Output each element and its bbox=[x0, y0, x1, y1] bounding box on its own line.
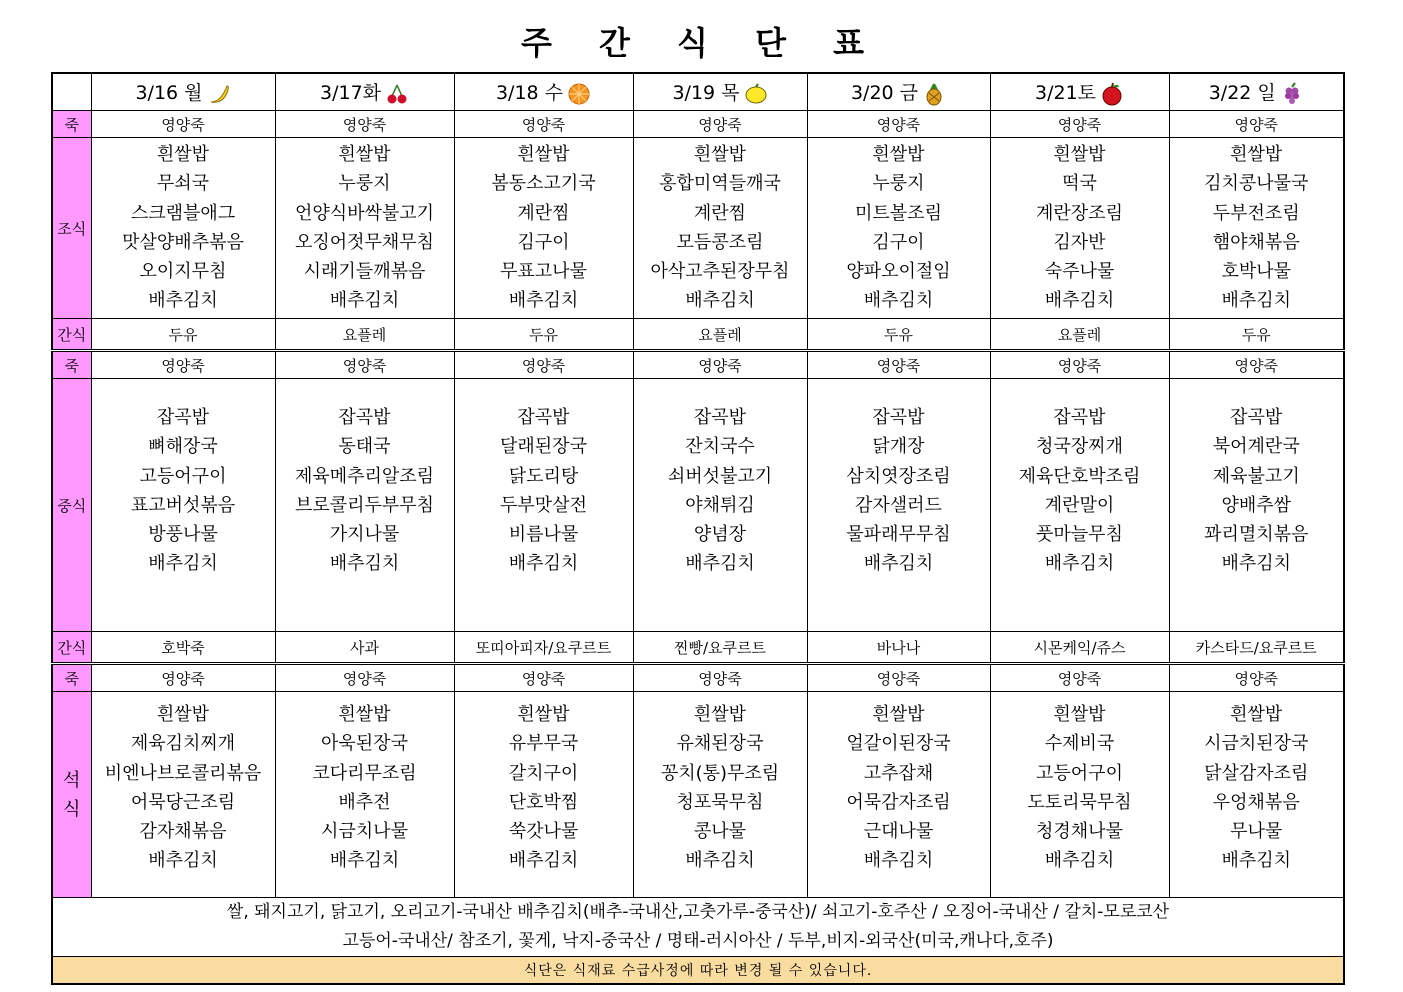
noon-juk-row-cell: 영양죽 bbox=[1169, 351, 1344, 379]
dinner-row-cell bbox=[275, 692, 454, 898]
menu-item: 흰쌀밥 bbox=[1053, 704, 1106, 725]
menu-item: 흰쌀밥 bbox=[872, 144, 925, 165]
menu-item: 콩나물 bbox=[693, 821, 747, 843]
menu-item: 동태국 bbox=[338, 436, 391, 458]
afternoon-snack-row bbox=[52, 632, 1344, 664]
corner-cell bbox=[52, 73, 91, 111]
menu-item: 흰쌀밥 bbox=[1053, 144, 1106, 165]
menu-item: 잡곡밥 bbox=[338, 407, 391, 428]
menu-item: 잡곡밥 bbox=[693, 407, 747, 428]
dinner-row-cell bbox=[91, 692, 275, 898]
menu-item: 닭도리탕 bbox=[508, 465, 579, 487]
menu-item: 누룽지 bbox=[872, 173, 925, 195]
menu-item: 쇠버섯불고기 bbox=[667, 465, 773, 487]
menu-item: 배추김치 bbox=[329, 553, 400, 575]
evening-juk-row-cell: 영양죽 bbox=[633, 664, 807, 692]
morning-snack-row-cell: 요플레 bbox=[990, 319, 1169, 351]
day-date: 3/19 목 bbox=[672, 82, 740, 105]
menu-item: 흰쌀밥 bbox=[517, 144, 570, 165]
morning-snack-row-cell: 두유 bbox=[454, 319, 633, 351]
origin-row bbox=[52, 898, 1344, 957]
menu-item: 잡곡밥 bbox=[1230, 407, 1283, 428]
menu-item: 배추김치 bbox=[863, 290, 934, 312]
menu-item: 배추김치 bbox=[148, 553, 218, 575]
afternoon-snack-row-cell: 시몬케익/쥬스 bbox=[990, 632, 1169, 664]
breakfast-row-cell bbox=[275, 138, 454, 319]
menu-item: 흰쌀밥 bbox=[338, 704, 391, 725]
morning-snack-row-label: 간식 bbox=[52, 319, 91, 351]
origin-info bbox=[52, 898, 1344, 957]
menu-item: 흰쌀밥 bbox=[338, 144, 391, 165]
menu-item: 맛살양배추볶음 bbox=[122, 231, 244, 253]
breakfast-row bbox=[52, 138, 1344, 319]
evening-juk-row-cell: 영양죽 bbox=[1169, 664, 1344, 692]
menu-item: 물파래무무침 bbox=[846, 524, 951, 546]
evening-juk-row-label: 죽 bbox=[52, 664, 91, 692]
menu-item: 야채튀김 bbox=[685, 494, 755, 516]
noon-juk-row-cell: 영양죽 bbox=[633, 351, 807, 379]
menu-item: 제육불고기 bbox=[1212, 465, 1300, 487]
menu-item: 배추김치 bbox=[508, 553, 579, 575]
menu-item: 꽈리멸치볶음 bbox=[1204, 524, 1309, 546]
menu-item: 흰쌀밥 bbox=[693, 144, 747, 165]
grape-icon bbox=[1280, 82, 1304, 106]
menu-item: 김구이 bbox=[517, 231, 570, 253]
menu-item: 잡곡밥 bbox=[872, 407, 925, 428]
menu-item: 잔치국수 bbox=[685, 436, 755, 458]
menu-item: 무표고나물 bbox=[500, 261, 587, 283]
noon-juk-row-cell: 영양죽 bbox=[275, 351, 454, 379]
menu-item: 김치콩나물국 bbox=[1204, 173, 1309, 195]
menu-item: 배추김치 bbox=[1044, 850, 1115, 872]
dinner-row-cell bbox=[1169, 692, 1344, 898]
menu-item: 두부맛살전 bbox=[500, 494, 587, 516]
menu-item: 미트볼조림 bbox=[855, 202, 942, 224]
menu-item: 오이지무침 bbox=[139, 261, 227, 283]
menu-item: 시금치나물 bbox=[321, 821, 408, 843]
dinner-label-1: 석 bbox=[63, 769, 81, 791]
menu-item: 햄야채볶음 bbox=[1212, 231, 1300, 253]
dinner-row-cell bbox=[454, 692, 633, 898]
day-date: 3/21토 bbox=[1034, 82, 1097, 105]
noon-juk-row-label: 죽 bbox=[52, 351, 91, 379]
noon-juk-row bbox=[52, 351, 1344, 379]
apple-icon bbox=[1100, 82, 1124, 106]
day-header bbox=[807, 73, 990, 111]
notice-row bbox=[52, 957, 1344, 985]
menu-item: 배추김치 bbox=[863, 850, 934, 872]
lemon-icon bbox=[744, 82, 768, 106]
lunch-row-cell bbox=[990, 379, 1169, 632]
menu-item: 감자샐러드 bbox=[855, 494, 942, 516]
morning-juk-row-cell: 영양죽 bbox=[91, 111, 275, 138]
menu-item: 북어계란국 bbox=[1212, 436, 1300, 458]
menu-item: 홍합미역들깨국 bbox=[659, 173, 781, 195]
noon-juk-row-cell: 영양죽 bbox=[454, 351, 633, 379]
origin-line-1: 쌀, 돼지고기, 닭고기, 오리고기-국내산 배추김치(배추-국내산,고춧가루-중국산)/ 쇠고기-호주산 / 오징어-국내산 / 갈치-모로코산 bbox=[226, 902, 1170, 922]
lunch-row-cell bbox=[807, 379, 990, 632]
afternoon-snack-row-cell: 사과 bbox=[275, 632, 454, 664]
noon-juk-row-cell: 영양죽 bbox=[807, 351, 990, 379]
menu-item: 양배추쌈 bbox=[1221, 494, 1292, 516]
morning-snack-row-cell: 두유 bbox=[1169, 319, 1344, 351]
menu-item: 잡곡밥 bbox=[156, 407, 210, 428]
morning-snack-row bbox=[52, 319, 1344, 351]
menu-item: 닭개장 bbox=[872, 436, 925, 458]
menu-item: 흰쌀밥 bbox=[1230, 144, 1283, 165]
orange-icon bbox=[567, 82, 591, 106]
menu-item: 고추잡채 bbox=[863, 762, 934, 784]
menu-item: 아욱된장국 bbox=[321, 733, 408, 755]
menu-item: 무쇠국 bbox=[156, 173, 210, 195]
morning-snack-row-cell: 두유 bbox=[91, 319, 275, 351]
morning-juk-row-cell: 영양죽 bbox=[275, 111, 454, 138]
menu-item: 가지나물 bbox=[329, 524, 400, 546]
afternoon-snack-row-cell: 찐빵/요쿠르트 bbox=[633, 632, 807, 664]
day-header bbox=[1169, 73, 1344, 111]
menu-item: 수제비국 bbox=[1044, 733, 1115, 755]
breakfast-row-cell bbox=[633, 138, 807, 319]
menu-item: 비름나물 bbox=[508, 524, 579, 546]
morning-juk-row-cell: 영양죽 bbox=[633, 111, 807, 138]
cherry-icon bbox=[385, 82, 409, 106]
morning-snack-row-cell: 요플레 bbox=[633, 319, 807, 351]
day-date: 3/20 금 bbox=[850, 82, 919, 105]
menu-item: 배추김치 bbox=[863, 553, 934, 575]
lunch-row-cell bbox=[633, 379, 807, 632]
menu-item: 배추김치 bbox=[685, 850, 755, 872]
day-header bbox=[275, 73, 454, 111]
day-date: 3/18 수 bbox=[495, 82, 564, 105]
menu-item: 흰쌀밥 bbox=[693, 704, 747, 725]
menu-item: 계란찜 bbox=[517, 202, 570, 224]
menu-item: 유채된장국 bbox=[676, 733, 764, 755]
menu-item: 청포묵무침 bbox=[676, 791, 764, 813]
noon-juk-row-cell: 영양죽 bbox=[990, 351, 1169, 379]
menu-item: 얼갈이된장국 bbox=[846, 733, 951, 755]
morning-snack-row-cell: 두유 bbox=[807, 319, 990, 351]
evening-juk-row bbox=[52, 664, 1344, 692]
morning-juk-row-cell: 영양죽 bbox=[454, 111, 633, 138]
menu-item: 흰쌀밥 bbox=[517, 704, 570, 725]
menu-item: 시금치된장국 bbox=[1204, 733, 1309, 755]
menu-item: 청경채나물 bbox=[1036, 821, 1123, 843]
evening-juk-row-cell: 영양죽 bbox=[807, 664, 990, 692]
menu-item: 제육메추리알조림 bbox=[294, 465, 435, 487]
menu-item: 양파오이절임 bbox=[846, 261, 951, 283]
menu-item: 어묵감자조림 bbox=[846, 791, 951, 813]
menu-item: 호박나물 bbox=[1221, 261, 1292, 283]
menu-item: 두부전조림 bbox=[1212, 202, 1300, 224]
dinner-row-cell bbox=[633, 692, 807, 898]
day-header bbox=[91, 73, 275, 111]
banana-icon bbox=[207, 82, 231, 106]
menu-item: 배추김치 bbox=[1221, 553, 1292, 575]
afternoon-snack-row-cell: 바나나 bbox=[807, 632, 990, 664]
day-date: 3/17화 bbox=[319, 82, 382, 105]
menu-item: 아삭고추된장무침 bbox=[650, 261, 790, 283]
menu-item: 배추김치 bbox=[329, 290, 400, 312]
menu-item: 숙주나물 bbox=[1044, 261, 1115, 283]
lunch-row bbox=[52, 379, 1344, 632]
menu-item: 흰쌀밥 bbox=[1230, 704, 1283, 725]
menu-item: 유부무국 bbox=[508, 733, 579, 755]
menu-item: 오징어젓무채무침 bbox=[294, 231, 435, 253]
menu-item: 배추김치 bbox=[1044, 553, 1115, 575]
menu-item: 단호박찜 bbox=[508, 791, 579, 813]
menu-item: 제육단호박조림 bbox=[1018, 465, 1141, 487]
menu-item: 배추김치 bbox=[1221, 290, 1292, 312]
menu-item: 배추김치 bbox=[1221, 850, 1292, 872]
menu-item: 근대나물 bbox=[863, 821, 934, 843]
menu-item: 코다리무조림 bbox=[312, 762, 417, 784]
menu-item: 배추김치 bbox=[1044, 290, 1115, 312]
evening-juk-row-cell: 영양죽 bbox=[275, 664, 454, 692]
dinner-label-2: 식 bbox=[63, 798, 81, 820]
day-header bbox=[454, 73, 633, 111]
menu-item: 누룽지 bbox=[338, 173, 391, 195]
menu-item: 꽁치(통)무조림 bbox=[660, 762, 780, 784]
menu-item: 스크램블애그 bbox=[130, 202, 236, 224]
dinner-row bbox=[52, 692, 1344, 898]
menu-item: 배추김치 bbox=[329, 850, 400, 872]
menu-item: 청국장찌개 bbox=[1036, 436, 1123, 458]
dinner-row-cell bbox=[807, 692, 990, 898]
menu-item: 흰쌀밥 bbox=[156, 144, 210, 165]
menu-item: 표고버섯볶음 bbox=[130, 494, 236, 516]
menu-item: 비엔나브로콜리볶음 bbox=[104, 762, 262, 784]
menu-item: 쑥갓나물 bbox=[508, 821, 579, 843]
menu-item: 풋마늘무침 bbox=[1036, 524, 1123, 546]
menu-item: 배추김치 bbox=[508, 850, 579, 872]
menu-item: 갈치구이 bbox=[508, 762, 579, 784]
menu-item: 우엉채볶음 bbox=[1212, 791, 1300, 813]
day-header bbox=[633, 73, 807, 111]
afternoon-snack-row-label: 간식 bbox=[52, 632, 91, 664]
lunch-row-cell bbox=[91, 379, 275, 632]
morning-snack-row-cell: 요플레 bbox=[275, 319, 454, 351]
menu-item: 계란말이 bbox=[1044, 494, 1115, 516]
menu-item: 삼치엿장조림 bbox=[846, 465, 951, 487]
menu-item: 시래기들깨볶음 bbox=[303, 261, 426, 283]
menu-item: 양념장 bbox=[693, 524, 747, 546]
menu-item: 배추김치 bbox=[685, 290, 755, 312]
menu-item: 배추김치 bbox=[685, 553, 755, 575]
menu-item: 뼈해장국 bbox=[148, 436, 218, 458]
morning-juk-row bbox=[52, 111, 1344, 138]
lunch-label: 중식 bbox=[52, 379, 91, 632]
menu-item: 김구이 bbox=[872, 231, 925, 253]
menu-item: 계란장조림 bbox=[1036, 202, 1123, 224]
pineapple-icon bbox=[922, 82, 946, 106]
menu-item: 흰쌀밥 bbox=[156, 704, 210, 725]
breakfast-label: 조식 bbox=[52, 138, 91, 319]
menu-item: 김자반 bbox=[1053, 231, 1106, 253]
afternoon-snack-row-cell: 또띠아피자/요쿠르트 bbox=[454, 632, 633, 664]
lunch-row-cell bbox=[1169, 379, 1344, 632]
menu-item: 어묵당근조림 bbox=[130, 791, 236, 813]
day-date: 3/16 월 bbox=[135, 82, 203, 105]
menu-item: 방풍나물 bbox=[148, 524, 218, 546]
menu-item: 언양식바싹불고기 bbox=[294, 202, 435, 224]
breakfast-row-cell bbox=[454, 138, 633, 319]
menu-item: 잡곡밥 bbox=[517, 407, 570, 428]
morning-juk-row-cell: 영양죽 bbox=[807, 111, 990, 138]
morning-juk-row-cell: 영양죽 bbox=[990, 111, 1169, 138]
menu-item: 달래된장국 bbox=[500, 436, 587, 458]
menu-item: 봄동소고기국 bbox=[491, 173, 596, 195]
menu-item: 잡곡밥 bbox=[1053, 407, 1106, 428]
menu-item: 무나물 bbox=[1230, 821, 1283, 843]
notice-text: 식단은 식재료 수급사정에 따라 변경 될 수 있습니다. bbox=[52, 957, 1344, 985]
day-header bbox=[990, 73, 1169, 111]
day-date: 3/22 일 bbox=[1208, 82, 1276, 105]
evening-juk-row-cell: 영양죽 bbox=[91, 664, 275, 692]
menu-item: 배추김치 bbox=[148, 850, 218, 872]
morning-juk-row-cell: 영양죽 bbox=[1169, 111, 1344, 138]
menu-item: 배추김치 bbox=[148, 290, 218, 312]
page-title: 주 간 식 단 표 bbox=[520, 24, 883, 62]
noon-juk-row-cell: 영양죽 bbox=[91, 351, 275, 379]
lunch-row-cell bbox=[454, 379, 633, 632]
afternoon-snack-row-cell: 호박죽 bbox=[91, 632, 275, 664]
menu-item: 떡국 bbox=[1062, 173, 1097, 195]
date-header-row bbox=[52, 73, 1344, 111]
weekly-menu-table bbox=[51, 72, 1345, 985]
breakfast-row-cell bbox=[91, 138, 275, 319]
origin-line-2: 고등어-국내산/ 참조기, 꽃게, 낙지-중국산 / 명태-러시아산 / 두부,비지-외국산(미국,캐나다,호주) bbox=[342, 931, 1054, 951]
menu-item: 감자채볶음 bbox=[139, 821, 227, 843]
morning-juk-row-label: 죽 bbox=[52, 111, 91, 138]
menu-item: 모듬콩조림 bbox=[676, 231, 764, 253]
menu-item: 제육김치찌개 bbox=[130, 733, 236, 755]
menu-item: 계란찜 bbox=[693, 202, 747, 224]
menu-item: 고등어구이 bbox=[1036, 762, 1123, 784]
breakfast-row-cell bbox=[1169, 138, 1344, 319]
menu-item: 배추김치 bbox=[508, 290, 579, 312]
dinner-label bbox=[52, 692, 91, 898]
evening-juk-row-cell: 영양죽 bbox=[454, 664, 633, 692]
menu-item: 브로콜리두부무침 bbox=[294, 494, 435, 516]
menu-item: 고등어구이 bbox=[139, 465, 227, 487]
breakfast-row-cell bbox=[807, 138, 990, 319]
dinner-row-cell bbox=[990, 692, 1169, 898]
afternoon-snack-row-cell: 카스타드/요쿠르트 bbox=[1169, 632, 1344, 664]
menu-item: 흰쌀밥 bbox=[872, 704, 925, 725]
menu-item: 배추전 bbox=[338, 791, 391, 813]
menu-item: 도토리묵무침 bbox=[1027, 791, 1132, 813]
evening-juk-row-cell: 영양죽 bbox=[990, 664, 1169, 692]
lunch-row-cell bbox=[275, 379, 454, 632]
breakfast-row-cell bbox=[990, 138, 1169, 319]
menu-item: 닭살감자조림 bbox=[1204, 762, 1309, 784]
